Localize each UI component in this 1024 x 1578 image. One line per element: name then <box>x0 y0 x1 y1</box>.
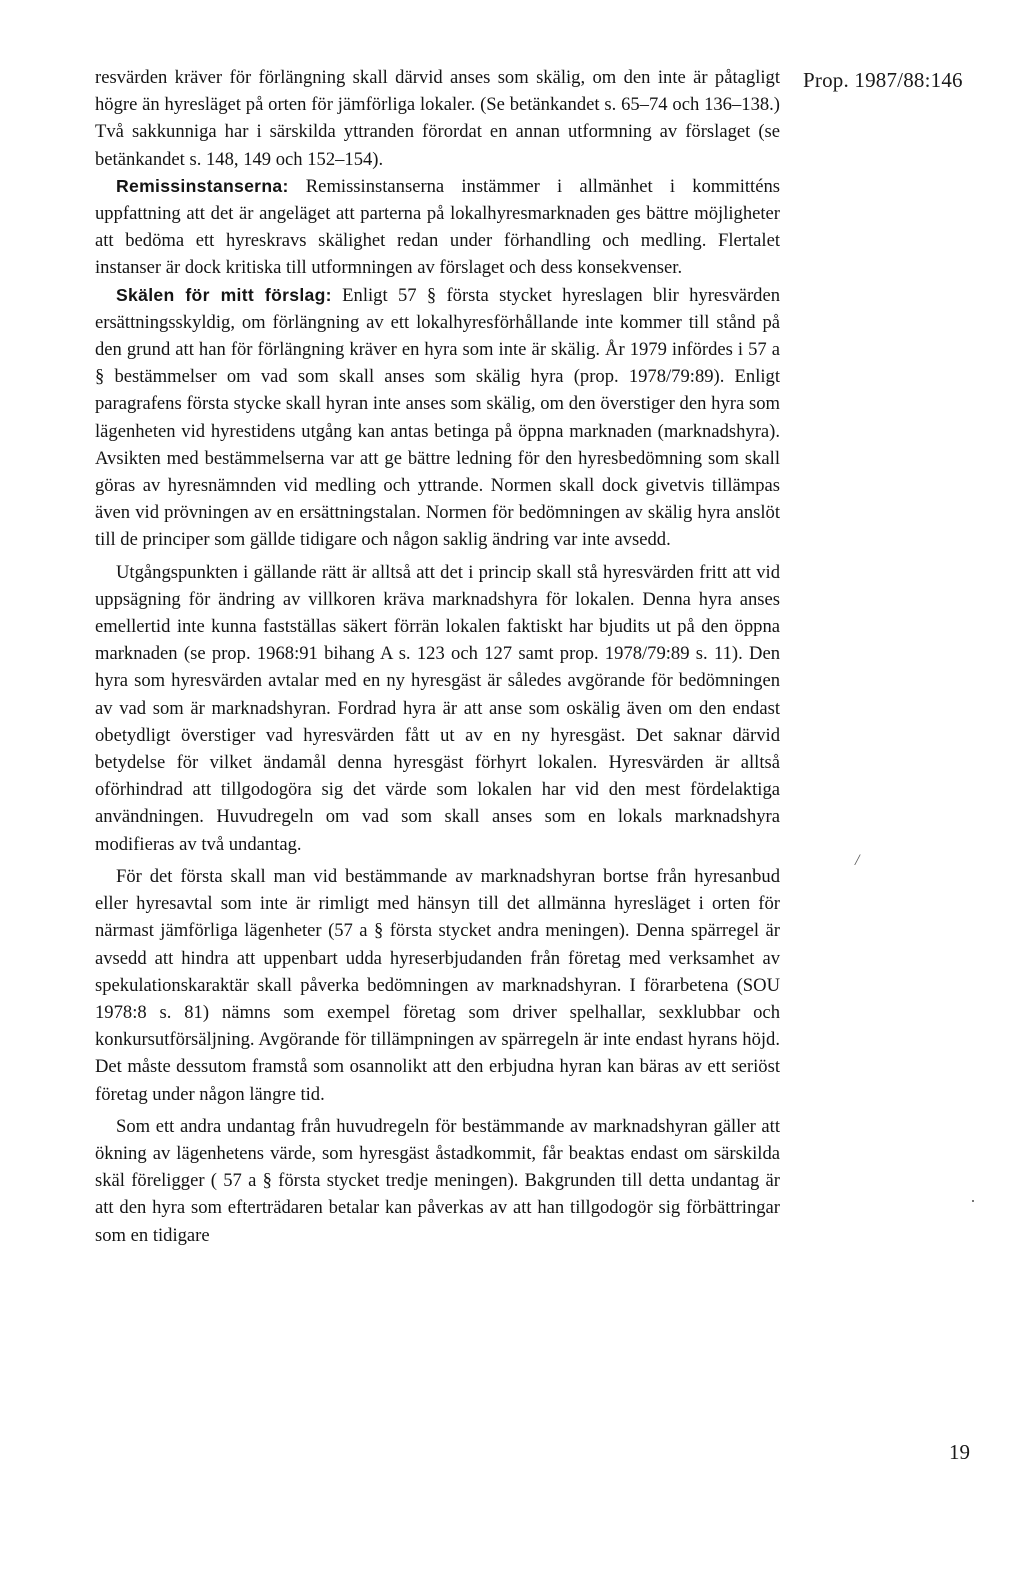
margin-mark: / <box>855 852 860 869</box>
skalen-heading: Skälen för mitt förslag: <box>116 284 332 305</box>
paragraph-forsta-undantag: För det första skall man vid bestämmande av marknadshyran bortse från hyresanbud eller hyresavtal som inte är rimligt med hänsyn till det allmänna hyresläget i orten för närmast jämförliga lägenheter (57 a § första stycket andra meningen). Denna spärregel är avsedd att hindra att uppenbart udda hyreserbjudanden från företag med verksamhet av spekulationskaraktär skall påverka bedömningen av marknadshyran. I förarbetena (SOU 1978:8 s. 81) nämns som exempel företag som driver spelhallar, sexklubbar och konkursutförsäljning. Avgörande för tillämpningen av spärregeln är inte endast hyrans höjd. Det måste dessutom framstå som osannolikt att den erbjudna hyran kan bäras av ett seriöst företag under någon längre tid. <box>95 865 780 1105</box>
remissinstanserna-heading: Remissinstanserna: <box>116 175 289 196</box>
paragraph-andra-undantag: Som ett andra undantag från huvudregeln för bestämmande av marknadshyran gäller att ökning av lägenhetens värde, som hyresgäst åstadkommit, får beaktas endast om särskilda skäl föreligger ( 57 a § första stycket tredje meningen). Bakgrunden till detta undantag är att den hyra som efterträdaren betalar kan påverkas av att han tillgodogör sig förbättringar som en tidigare <box>95 1115 780 1246</box>
remissinstanserna-text: Remissinstanserna instämmer i allmänhet i kommitténs uppfattning att det är angeläget att parterna på lokalhyresmarknaden ges bättre möjligheter att bedöma ett hyreskravs skälighet redan under förhandling och medling. Flertalet instanser är dock kritiska till utformningen av förslaget och dess konsekvenser. <box>95 175 780 279</box>
body-text <box>95 64 780 1249</box>
paragraph-utgangspunkten: Utgångspunkten i gällande rätt är alltså att det i princip skall stå hyresvärden fritt att vid uppsägning för ändring av villkoren kräva marknadshyra för lokalen. Denna hyra anses emellertid inte kunna fastställas säkert förrän lokalen faktiskt har bjudits ut på den öppna marknaden (se prop. 1968:91 bihang A s. 123 och 127 samt prop. 1978/79:89 s. 11). Den hyra som hyresvärden avtalar med en ny hyresgäst är således avgörande för bedömningen av vad som är marknadshyran. Fordrad hyra är att anse som oskälig även om den endast obetydligt överstiger vad hyresvärden fått ut av en ny hyresgäst. Det saknar därvid betydelse för vilket ändamål denna hyresgäst förhyrt lokalen. Hyresvärden är alltså oförhindrad att tillgodogöra sig det värde som lokalen har vid den mest fördelaktiga användningen. Huvudregeln om vad som skall anses som en lokals marknadshyra modifieras av två undantag. <box>95 561 780 855</box>
paragraph-remissinstanserna <box>95 173 780 282</box>
paragraph-intro: resvärden kräver för förlängning skall därvid anses som skälig, om den inte är påtagligt högre än hyresläget på orten för jämförliga lokaler. (Se betänkandet s. 65–74 och 136–138.) Två sakkunniga har i särskilda yttranden förordat en annan utformning av förslaget (se betänkandet s. 148, 149 och 152–154). <box>95 67 780 170</box>
paragraph-skalen <box>95 282 780 554</box>
document-reference: Prop. 1987/88:146 <box>803 68 963 92</box>
skalen-text: Enligt 57 § första stycket hyreslagen blir hyresvärden ersättningsskyldig, om förlängning av ett lokalhyresförhållande inte kommer till stånd på den grund att han för förlängning kräver en hyra som inte är skälig. År 1979 infördes i 57 a § bestämmelser om vad som skall anses som skälig hyra (prop. 1978/79:89). Enligt paragrafens första stycke skall hyran inte anses som skälig, om den överstiger den hyra som lägenheten vid hyrestidens utgång kan antas betinga på öppna marknaden (marknadshyra). Avsikten med bestämmelserna var att ge bättre ledning för den hyresbedömning som skall göras av hyresnämnden vid medling och yttrande. Normen skall dock givetvis tillämpas även vid prövningen av en ersättningstalan. Normen för bedömningen av skälig hyra anslöt till de principer som gällde tidigare och någon saklig ändring var inte avsedd. <box>95 284 780 551</box>
page-number: 19 <box>949 1440 970 1464</box>
margin-dot <box>972 1200 974 1202</box>
